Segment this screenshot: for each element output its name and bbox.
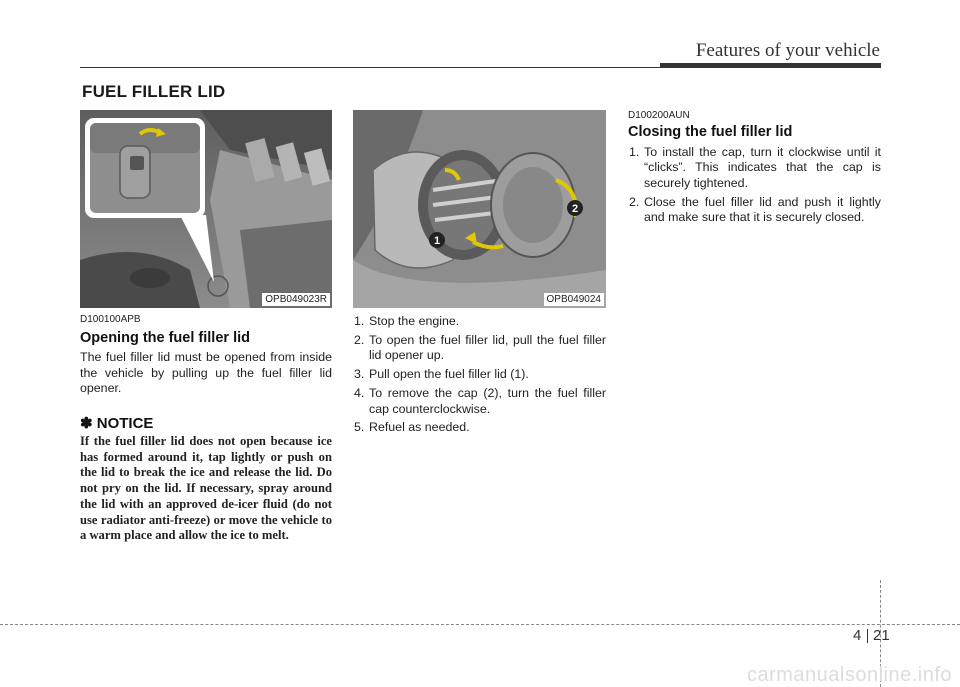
notice-heading [80,414,153,432]
header-rule-accent [660,63,881,68]
notice-body: If the fuel filler lid does not open because ice has formed around it, tap lightly or push on the lid to break the ice and release the lid. Do not pry on the lid. If necessary, spray around the lid with an approved de-icer fluid (do not use radiator anti-freeze) or move the vehicle to a warm place and allow the ice to melt. [80,434,332,543]
opening-heading: Opening the fuel filler lid [80,330,250,346]
closing-code: D100200AUN [628,110,690,121]
watermark: carmanualsonline.info [746,664,952,686]
list-item: 2. Close the fuel filler lid and push it lightly and make sure that it is securely closed. [629,194,881,225]
callout-1: 1 [433,235,441,247]
notice-icon: ✽ [80,415,93,432]
page-number-separator [867,629,868,643]
closing-steps [629,145,881,229]
opening-body: The fuel filler lid must be opened from inside the vehicle by pulling up the fuel filler lid opener. [80,350,332,396]
list-item: 1. Stop the engine. [354,314,460,328]
running-header: Features of your vehicle [695,40,880,61]
fuel-lid-illustration [353,110,606,308]
header-rule [80,67,660,68]
opening-code: D100100APB [80,314,141,325]
opening-steps [354,314,606,439]
list-item: 1. To install the cap, turn it clockwise until it “clicks”. This indicates that the cap is securely tightened. [629,145,881,190]
list-item: 5. Refuel as needed. [354,420,470,435]
figure-fuel-lid-cap [353,110,606,308]
list-item: 2. To open the fuel filler lid, pull the fuel filler lid opener up. [354,332,606,363]
interior-opener-illustration [80,110,332,308]
chapter-number: 4 [853,627,862,644]
page-title: FUEL FILLER LID [82,82,226,101]
notice-title: NOTICE [96,415,154,432]
footer-rule [0,624,960,625]
closing-heading: Closing the fuel filler lid [628,124,793,140]
list-item: 4. To remove the cap (2), turn the fuel filler cap counterclockwise. [354,386,606,416]
callout-2: 2 [571,203,579,215]
page-number: 21 [873,627,890,644]
list-item: 3. Pull open the fuel filler lid (1). [354,367,529,382]
figure-code: OPB049023R [262,293,330,306]
figure-code: OPB049024 [544,293,605,306]
figure-interior-opener [80,110,332,308]
